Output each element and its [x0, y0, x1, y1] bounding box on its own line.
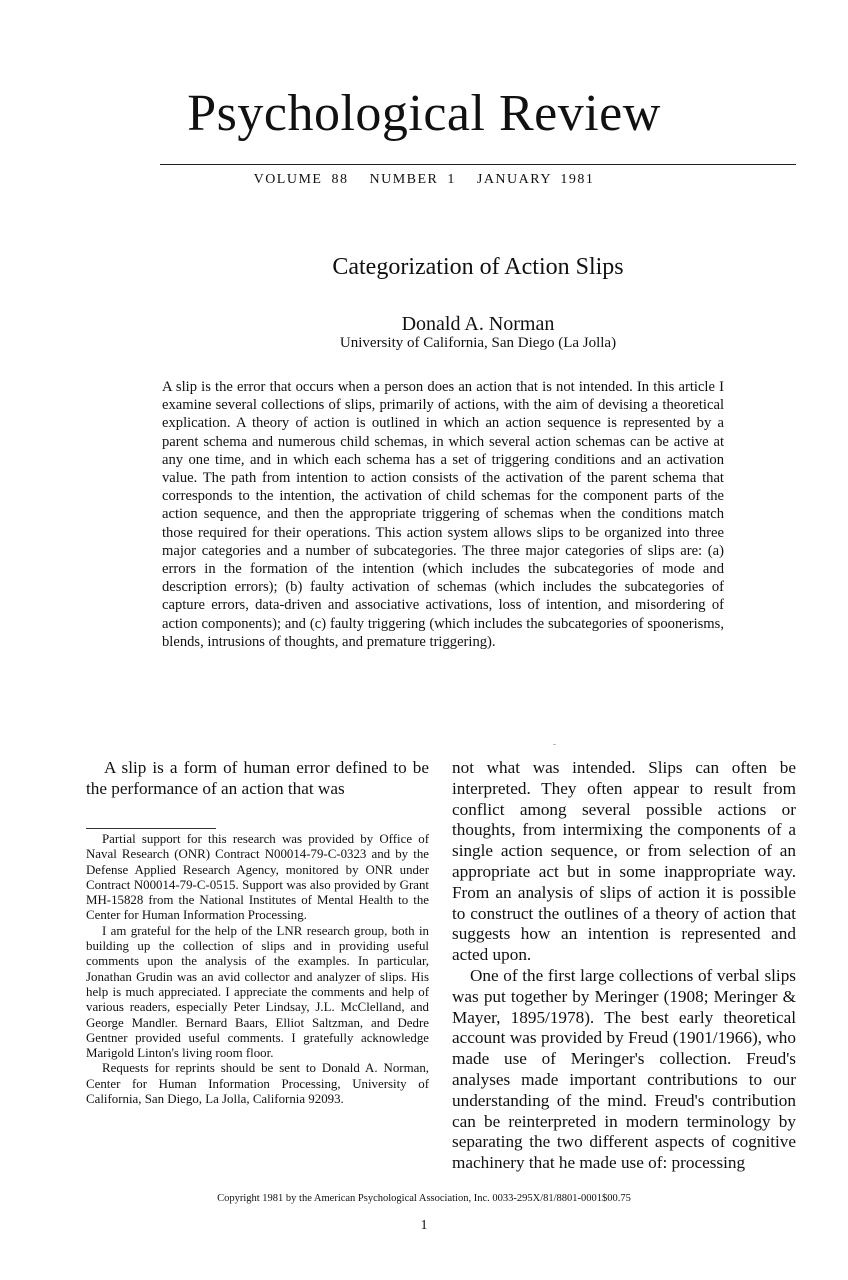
body-paragraph: A slip is a form of human error defined to be the performance of an action that was	[86, 758, 429, 798]
right-column	[452, 758, 796, 1174]
issue-line	[0, 172, 848, 188]
page-number: 1	[420, 1218, 428, 1233]
number-label: NUMBER 1	[369, 172, 456, 187]
footnotes	[86, 832, 429, 1107]
date-label: JANUARY 1981	[476, 172, 595, 187]
body-paragraph: not what was intended. Slips can often be interpreted. They often appear to result from conflict among several possible actions or thoughts, from intermixing the components of a single action sequence, or from selection of an appropriate act but in some inappropriate way. From an analysis of slips of action it is possible to construct the outlines of a theory of action that suggests how an intention is represented and acted upon.	[452, 758, 796, 965]
article-title: Categorization of Action Slips	[332, 254, 624, 280]
copyright-line: Copyright 1981 by the American Psychological Association, Inc. 0033-295X/81/8801-0001$00.75	[217, 1193, 631, 1204]
body-paragraph: One of the first large collections of verbal slips was put together by Meringer (1908; Meringer & Mayer, 1895/1978). The best early theoretical account was provided by Freud (1901/1966), who made use of Meringer's collection. Freud's analyses made important contributions to our understanding of the mind. Freud's contribution can be reinterpreted in modern terminology by separating the two different aspects of cognitive machinery that he made use of: processing	[452, 965, 796, 1173]
footnote-rule	[86, 828, 216, 829]
volume-label: VOLUME 88	[253, 172, 349, 187]
footnote-reprints: Requests for reprints should be sent to Donald A. Norman, Center for Human Information Processing, University of California, San Diego, La Jolla, California 92093.	[86, 1061, 429, 1107]
author-name: Donald A. Norman	[401, 313, 555, 335]
journal-title: Psychological Review	[187, 85, 661, 142]
left-column	[86, 758, 429, 800]
footnote-acknowledgments: I am grateful for the help of the LNR research group, both in building up the collection of slips and in providing useful comments upon the analysis of the examples. In particular, Jonathan Grudin was an avid collector and analyzer of slips. His help is much appreciated. I appreciate the comments and help of various readers, especially Peter Lindsay, J.L. McClelland, and George Mandler. Bernard Baars, Elliot Saltzman, and Dedre Gentner provided useful comments. I gratefully acknowledge Marigold Linton's living room floor.	[86, 923, 429, 1061]
header-rule	[160, 164, 796, 165]
abstract: A slip is the error that occurs when a person does an action that is not intended. In this article I examine several collections of slips, primarily of actions, with the aim of devising a theoretical explication. A theory of action is outlined in which an action sequence is represented by a parent schema and numerous child schemas, in which several action schemas can be active at any one time, and in which each schema has a set of triggering conditions and an activation value. The path from intention to action consists of the activation of the parent schema that corresponds to the intention, the activation of child schemas for the component parts of the action sequence, and then the appropriate triggering of schemas when the conditions match those required for their operations. This action system allows slips to be organized into three major categories and a number of subcategories. The three major categories of slips are: (a) errors in the formation of the intention (which includes the subcategories of mode and description errors); (b) faulty activation of schemas (which includes the subcategories of capture errors, data-driven and associative activations, loss of intention, and misordering of action components); and (c) faulty triggering (which includes the subcategories of spoonerisms, blends, intrusions of thoughts, and premature triggering).	[162, 379, 724, 650]
author-affiliation: University of California, San Diego (La Jolla)	[339, 335, 617, 351]
footnote-funding: Partial support for this research was provided by Office of Naval Research (ONR) Contract N00014-79-C-0323 and by the Defense Applied Research Agency, monitored by ONR under Contract N00014-79-C-0515. Support was also provided by Grant MH-15828 from the National Institutes of Mental Health to the Center for Human Information Processing.	[86, 832, 429, 923]
scan-speck	[553, 744, 556, 745]
